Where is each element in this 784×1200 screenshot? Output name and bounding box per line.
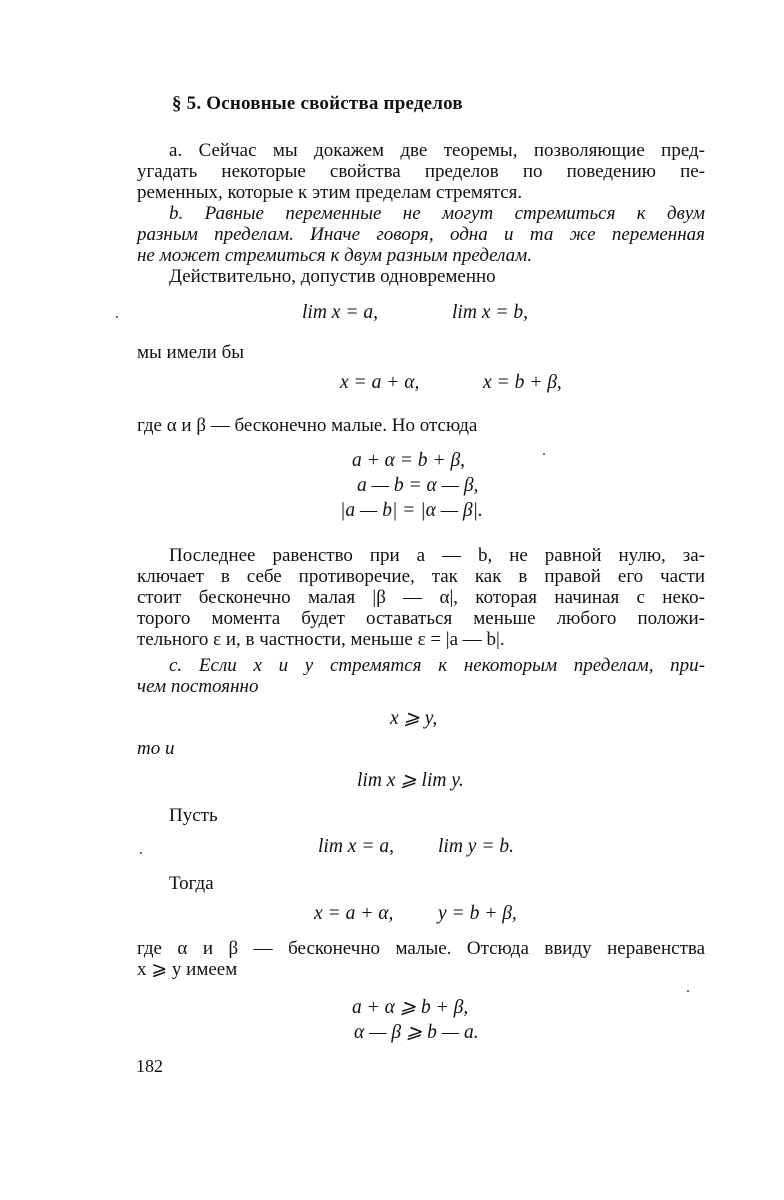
paragraph-let xyxy=(137,805,705,826)
page-number: 182 xyxy=(136,1056,163,1076)
text-line: b. Равные переменные не могут стремиться к двум xyxy=(169,203,705,224)
paragraph-c-theorem xyxy=(137,655,705,697)
formula-lim-x-b: lim x = b, xyxy=(452,302,528,323)
scan-speck xyxy=(687,990,689,992)
formula-sys1-line3: |a — b| = |α — β|. xyxy=(340,500,483,521)
formula-x-geq-y: x ⩾ y, xyxy=(390,708,438,729)
formula-lim-y-b: lim y = b. xyxy=(438,836,514,857)
paragraph-indeed xyxy=(137,266,705,287)
paragraph-then-2 xyxy=(137,873,705,894)
formula-lim-x-geq-lim-y: lim x ⩾ lim y. xyxy=(357,770,464,791)
text-line: Действительно, допустив одновременно xyxy=(169,266,496,287)
paragraph-last-equality xyxy=(137,545,705,650)
paragraph-where-2 xyxy=(137,938,705,980)
formula-sys1-line2: a — b = α — β, xyxy=(357,475,479,496)
text-line: x ⩾ y имеем xyxy=(137,959,238,980)
scan-speck xyxy=(543,453,545,455)
formula-y-b-beta: y = b + β, xyxy=(438,903,517,924)
text-line: a. Сейчас мы докажем две теоремы, позволяющие пред- xyxy=(169,140,705,161)
paragraph-then xyxy=(137,738,705,759)
text-line: угадать некоторые свойства пределов по поведению пе- xyxy=(137,161,705,182)
text-line: тельного ε и, в частности, меньше ε = |a — b|. xyxy=(137,629,505,650)
formula-sys1-line1: a + α = b + β, xyxy=(352,450,466,471)
formula-sys2-line1: a + α ⩾ b + β, xyxy=(352,997,469,1018)
text-line: Тогда xyxy=(169,873,214,894)
text-line: c. Если x и y стремятся к некоторым пределам, при- xyxy=(169,655,705,676)
paragraph-a xyxy=(137,140,705,203)
text-line: то и xyxy=(137,738,175,759)
text-line: Последнее равенство при a — b, не равной нулю, за- xyxy=(169,545,705,566)
text-line: мы имели бы xyxy=(137,342,244,363)
formula-x-a-alpha: x = a + α, xyxy=(340,372,420,393)
formula-sys2-line2: α — β ⩾ b — a. xyxy=(354,1022,479,1043)
scan-speck xyxy=(116,316,118,318)
text-line: ременных, которые к этим пределам стремятся. xyxy=(137,182,523,203)
text-line: чем постоянно xyxy=(137,676,259,697)
text-line: ключает в себе противоречие, так как в правой его части xyxy=(137,566,705,587)
scan-speck xyxy=(140,852,142,854)
formula-x-b-beta: x = b + β, xyxy=(483,372,562,393)
text-line: стоит бесконечно малая |β — α|, которая начиная с неко- xyxy=(137,587,705,608)
text-line: торого момента будет оставаться меньше любого положи- xyxy=(137,608,705,629)
text-line: где α и β — бесконечно малые. Но отсюда xyxy=(137,415,478,436)
paragraph-b-theorem xyxy=(137,203,705,266)
text-line: разным пределам. Иначе говоря, одна и та же переменная xyxy=(137,224,705,245)
text-line: Пусть xyxy=(169,805,218,826)
paragraph-we-would-have xyxy=(137,342,705,363)
section-title: § 5. Основные свойства пределов xyxy=(172,93,463,114)
formula-lim-x-a: lim x = a, xyxy=(302,302,378,323)
text-line: где α и β — бесконечно малые. Отсюда ввиду неравенства xyxy=(137,938,705,959)
formula-lim-x-a-2: lim x = a, xyxy=(318,836,394,857)
paragraph-where-1 xyxy=(137,415,705,436)
formula-x-a-alpha-2: x = a + α, xyxy=(314,903,394,924)
text-line: не может стремиться к двум разным пределам. xyxy=(137,245,533,266)
